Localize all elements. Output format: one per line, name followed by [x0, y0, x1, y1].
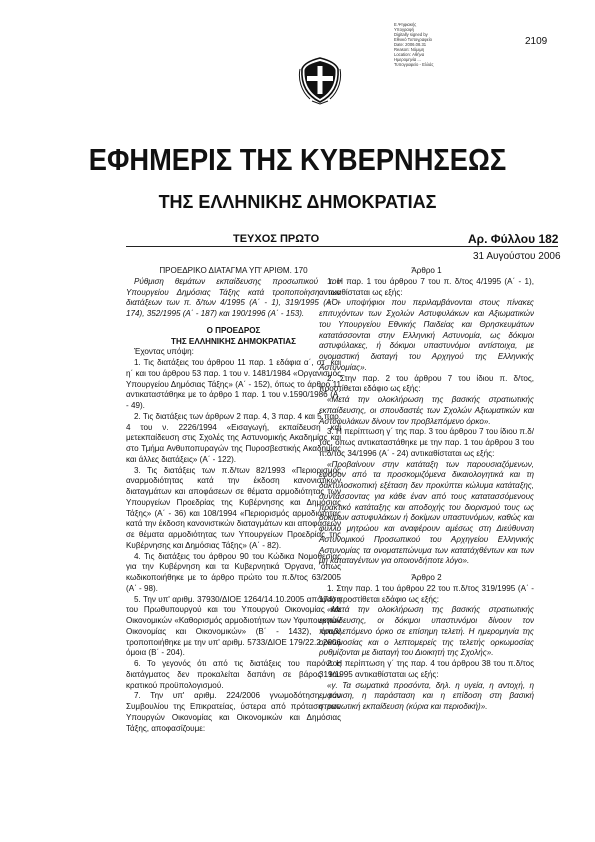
stamp-line: Digitally signed by: [394, 32, 428, 37]
paragraph: 2. Στην παρ. 2 του άρθρου 7 του ίδιου π. δ/τος, προστίθεται εδάφιο ως εξής:: [319, 373, 534, 394]
stamp-line: Date: 2006.08.31: [394, 42, 427, 47]
section-heading: ΤΗΣ ΕΛΛΗΝΙΚΗΣ ΔΗΜΟΚΡΑΤΙΑΣ: [171, 336, 296, 346]
quoted-paragraph: «Προβαίνουν στην κατάταξη των παρουσιαζόμενων, εφόσον από τα προσκομιζόμενα δικαιολογητικά και τη δακτυλοσκοπική εξέταση δεν προκύπτει κώλυμα κατάταξης, συντάσσοντας για κάθε έναν από τους κατατασσόμενους πρακτικό κατάταξης και αποδοχής του διορισμού τους ως δοκίμων αστυφυλάκων ή δοκίμων υπαστυνόμων, καθώς και φύλλο μητρώου και αναφέρουν αμέσως στη Διεύθυνση Αστυνομικού Προσωπικού του Αρχηγείου Ελληνικής Αστυνομίας τα ονοματεπώνυμα των κατατάχθέντων και των μη καταταγέντων για οποιονδήποτε λόγο».: [319, 459, 534, 566]
paragraph: 2. Η περίπτωση γ΄ της παρ. 4 του άρθρου 38 του π.δ/τος 319/1995 αντικαθίσταται ως εξής:: [319, 659, 534, 679]
stamp-line: Υπογραφή: [394, 27, 414, 32]
stamp-line: Εθνικό Τυπογραφείο: [394, 37, 432, 42]
right-text-column: [319, 266, 534, 713]
issue-date: 31 Αυγούστου 2006: [473, 251, 561, 262]
digital-signature-stamp: [394, 22, 484, 67]
quoted-paragraph: «Μετά την ολοκλήρωση της βασικής στρατιωτικής εκπαίδευσης, οι δόκιμοι υπαστυνόμοι δίνουν τον προβλεπόμενο όρκο σε επίσημη τελετή. Η ημερομηνία της ορκωμοσίας και ο λεπτομερείς της τελετής ορκωμοσίας ρυθμίζονται με διαταγή του Διοικητή της Σχολής».: [319, 605, 534, 658]
quoted-paragraph: «Μετά την ολοκλήρωση της βασικής στρατιωτικής εκπαίδευσης, οι σπουδαστές των Σχολών Αξιωματικών και Αστυφυλάκων δίνουν τον προβλεπόμενο όρκο».: [319, 395, 534, 426]
paragraph: 1. Στην παρ. 1 του άρθρου 22 του π.δ/τος 319/1995 (Α΄ - 174) προστίθεται εδάφιο ως εξής:: [319, 583, 534, 604]
stamp-line: Reason: Νόμιμη: [394, 47, 425, 52]
paragraph: 2. Τις διατάξεις των άρθρων 2 παρ. 4, 3 παρ. 4 και 5 παρ. 4 του ν. 2226/1994 «Εισαγωγή, εκπαίδευση και μετεκπαίδευση στις Σχολές της Αστυνομικής Ακαδημίας και στο Τμήμα Ανθυποπυραγών της Πυροσβεστικής Ακαδημίας και άλλες διατάξεις» (Α΄ - 122).: [126, 411, 341, 464]
paragraph: 1. Η παρ. 1 του άρθρου 7 του π. δ/τος 4/1995 (Α΄ - 1), αντικαθίσταται ως εξής:: [319, 276, 534, 297]
section-heading: ΠΡΟΕΔΡΙΚΟ ΔΙΑΤΑΓΜΑ ΥΠ' ΑΡΙΘΜ. 170: [159, 266, 308, 275]
paragraph: 7. Την υπ' αριθμ. 224/2006 γνωμοδότηση του Συμβουλίου της Επικρατείας, ύστερα από πρόταση των Υπουργών Οικονομίας και Οικονομικών και Δημόσιας Τάξης, αποφασίζουμε:: [126, 691, 341, 733]
paragraph: Έχοντας υπόψη:: [134, 347, 194, 357]
paragraph: 1. Τις διατάξεις του άρθρου 11 παρ. 1 εδάφια α΄, στ΄ και η΄ και του άρθρου 53 παρ. 1 του ν. 1481/1984 «Οργανισμός Υπουργείου Δημόσιας Τάξης» (Α΄ - 152), όπως το άρθρο 11 αντικαταστάθηκε με το άρθρο 1 παρ. 1 του ν.1590/1986 (Α΄ - 49).: [126, 358, 341, 410]
quoted-paragraph: «Οι υποψήφιοι που περιλαμβάνονται στους πίνακες επιτυχόντων των Σχολών Αστυφυλάκων και Αξιωματικών του Υπουργείου Εθνικής Παιδείας και Θρησκευμάτων κατατάσσονται στην Ελληνική Αστυνομία, ως δόκιμοι αστυφύλακες, ή δόκιμοι υπαστυνόμοι αντίστοιχα, με ονομαστική διαταγή του Αρχηγού της Ελληνικής Αστυνομίας».: [319, 298, 534, 372]
gazette-subtitle: ΤΗΣ ΕΛΛΗΝΙΚΗΣ ΔΗΜΟΚΡΑΤΙΑΣ: [158, 192, 437, 212]
section-heading: Άρθρο 1: [411, 266, 442, 275]
quoted-paragraph: «γ. Τα σωματικά προσόντα, δηλ. η υγεία, η αντοχή, η εμφάνιση, η παράσταση και η επίδοση στη βασική στρατιωτική εκπαίδευση (κύρια και περιοδική)».: [319, 680, 534, 711]
stamp-line: Ημερομηνία ...: [394, 57, 421, 62]
stamp-line: Τυπογραφείο - Ελλάς: [394, 62, 434, 67]
paragraph: 4. Τις διατάξεις του άρθρου 90 του Κώδικα Νομοθεσίας για την Κυβέρνηση και τα Κυβερνητικά Όργανα, όπως κωδικοποιήθηκε με το άρθρο πρώτο του π.δ/τος 63/2005 (Α΄ - 98).: [126, 551, 341, 593]
sheet-number: [468, 232, 558, 246]
header-divider: [126, 246, 558, 247]
paragraph: 6. Το γεγονός ότι από τις διατάξεις του παρόντος διατάγματος δεν προκαλείται δαπάνη σε βάρος του κρατικού προϋπολογισμού.: [126, 659, 341, 690]
gazette-title: ΕΦΗΜΕΡΙΣ ΤΗΣ ΚΥΒΕΡΝΗΣΕΩΣ: [88, 142, 507, 177]
page-number: 2109: [525, 36, 548, 47]
left-text-column: [126, 266, 341, 734]
sheet-number-value: 182: [538, 232, 559, 246]
stamp-line: Location: Αθήνα: [394, 52, 425, 57]
section-heading: Άρθρο 2: [411, 573, 442, 582]
issue-label: ΤΕΥΧΟΣ ΠΡΩΤΟ: [233, 233, 320, 245]
paragraph: 3. Τις διατάξεις των π.δ/των 82/1993 «Περιορισμός αναρμοδιότητας κατά την έκδοση κανονιστικών διαταγμάτων και αποφάσεων σε θέματα αρμοδιότητας των Υπουργείων Προεδρίας της Κυβέρνησης και Δημόσιας Τάξης» (Α΄ - 36) και 108/1994 «Περιορισμός αρμοδιότητας κατά την έκδοση κανονιστικών διαταγμάτων και αποφάσεων σε θέματα αρμοδιότητας των Υπουργείων Προεδρίας της Κυβέρνησης και Δημόσιας Τάξης» (Α΄ - 82).: [126, 465, 341, 550]
stamp-line: Ε.Ψηφιακής: [394, 22, 417, 27]
paragraph: 5. Την υπ' αριθμ. 37930/ΔΙΟΕ 1264/14.10.2005 απόφαση του Πρωθυπουργού και του Υπουργού Οικονομίας και Οικονομικών «Καθορισμός αρμοδιοτήτων των Υφυπουργών Οικονομίας και Οικονομικών» (Β΄ - 1432), όπως τροποποιήθηκε με την υπ' αριθμ. 5733/ΔΙΟΕ 179/22.2.2006 όμοια (Β΄ - 204).: [126, 594, 341, 658]
paragraph: 3. Η περίπτωση γ΄ της παρ. 3 του άρθρου 7 του ίδιου π.δ/τος, όπως αντικαταστάθηκε με την παρ. 1 του άρθρου 3 του π.δ/τος 34/1996 (Α΄ - 24) αντικαθίσταται ως εξής:: [319, 427, 534, 458]
greek-coat-of-arms-icon: [298, 55, 342, 105]
sheet-number-label: Αρ. Φύλλου: [468, 232, 536, 246]
section-heading: Ο ΠΡΟΕΔΡΟΣ: [206, 325, 261, 335]
quoted-paragraph: Ρύθμιση θεμάτων εκπαίδευσης προσωπικού του Υπουργείου Δημόσιας Τάξης κατά τροποποίηση των διατάξεων των π. δ/των 4/1995 (Α΄ - 1), 319/1995 (Α΄ - 174), 352/1995 (Α΄ - 187) και 190/1996 (Α΄ - 153).: [126, 276, 341, 318]
